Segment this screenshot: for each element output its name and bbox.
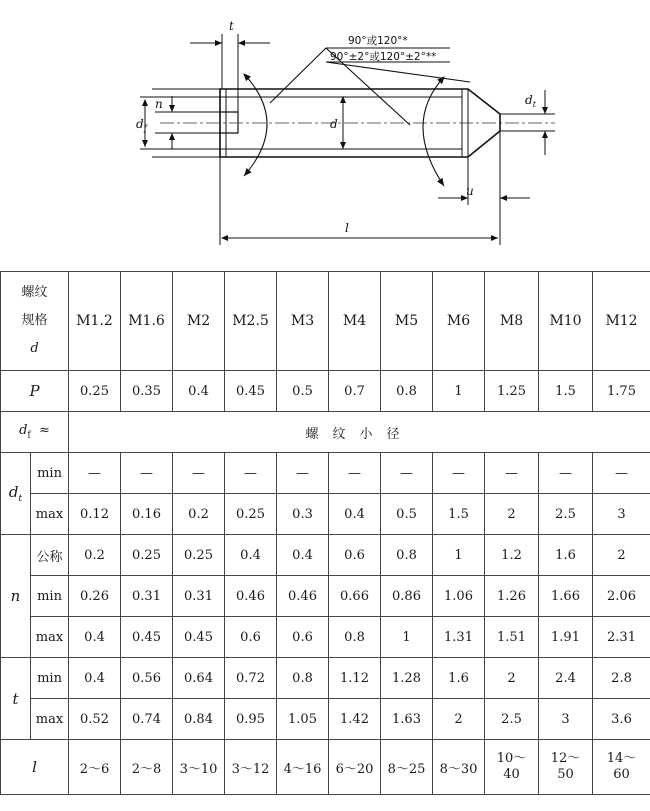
n-nom-cell: 1.2 [485,535,539,576]
dim-t-label: t [229,19,234,33]
t-max-cell: 1.63 [381,699,433,740]
l-cell: 3～12 [225,740,277,795]
dt-max-cell: 1.5 [433,494,485,535]
header-label-line3: d [30,341,39,356]
dt-min-cell: — [485,453,539,494]
dim-dt-label: $d_t$ [525,93,536,109]
l-cell: 8～25 [381,740,433,795]
dim-u-label: u [466,184,474,198]
size-cell: M12 [593,272,650,371]
dt-max-cell: 0.12 [69,494,121,535]
dt-max-cell: 0.3 [277,494,329,535]
size-cell: M2 [173,272,225,371]
n-max-cell: 1.91 [539,617,593,658]
n-max-cell: 1.31 [433,617,485,658]
n-min-cell: 0.86 [381,576,433,617]
dim-d-label: d [330,117,338,131]
t-max-cell: 1.42 [329,699,381,740]
dt-max-cell: 2.5 [539,494,593,535]
screw-drawing [0,0,650,270]
n-min-cell: 0.66 [329,576,381,617]
n-max-cell: 2.31 [593,617,650,658]
row-n-min [1,576,650,617]
angle-arcs [244,48,470,186]
dim-n-label: n [155,97,163,111]
t-min-cell: 0.56 [121,658,173,699]
p-cell: 0.25 [69,371,121,412]
size-cell: M8 [485,272,539,371]
t-min-cell: 1.6 [433,658,485,699]
row-dt-min [1,453,650,494]
n-max-cell: 1.51 [485,617,539,658]
row-p-label: P [1,371,69,412]
n-max-label: max [31,617,69,658]
p-cell: 0.35 [121,371,173,412]
t-min-cell: 0.8 [277,658,329,699]
size-cell: M6 [433,272,485,371]
row-dt-max [1,494,650,535]
dt-min-cell: — [69,453,121,494]
row-p [1,371,650,412]
row-l [1,740,650,795]
t-min-cell: 2.4 [539,658,593,699]
n-min-cell: 1.06 [433,576,485,617]
dt-max-cell: 0.16 [121,494,173,535]
t-max-cell: 3 [539,699,593,740]
n-max-cell: 0.4 [69,617,121,658]
n-min-cell: 2.06 [593,576,650,617]
dt-max-cell: 2 [485,494,539,535]
n-nom-cell: 1 [433,535,485,576]
n-max-cell: 0.6 [277,617,329,658]
p-cell: 0.8 [381,371,433,412]
row-n-max [1,617,650,658]
row-n-nom [1,535,650,576]
n-nom-cell: 1.6 [539,535,593,576]
n-min-cell: 0.46 [225,576,277,617]
n-min-cell: 0.31 [121,576,173,617]
t-max-label: max [31,699,69,740]
t-max-cell: 0.95 [225,699,277,740]
l-cell: 2～8 [121,740,173,795]
header-label-line1: 螺纹 [21,285,48,300]
dt-min-cell: — [173,453,225,494]
size-cell: M1.2 [69,272,121,371]
size-cell: M4 [329,272,381,371]
t-max-cell: 0.52 [69,699,121,740]
l-cell: 6～20 [329,740,381,795]
l-cell: 12～ 50 [539,740,593,795]
row-n-label: n [1,535,31,658]
t-max-cell: 0.84 [173,699,225,740]
row-df [1,412,650,453]
t-max-cell: 0.74 [121,699,173,740]
row-t-min [1,658,650,699]
dt-max-label: max [31,494,69,535]
row-t-label: t [1,658,31,740]
t-min-cell: 1.12 [329,658,381,699]
n-max-cell: 1 [381,617,433,658]
n-nom-cell: 0.6 [329,535,381,576]
l-cell: 14～ 60 [593,740,650,795]
l-cell: 3～10 [173,740,225,795]
n-max-cell: 0.45 [121,617,173,658]
dt-min-cell: — [433,453,485,494]
row-df-label: $d_f$ ≈ [1,412,69,453]
angle-note-2: 90°±2°或120°±2°** [330,51,437,63]
size-cell: M10 [539,272,593,371]
dim-df-label: $d_f$ [136,117,147,133]
t-max-cell: 2.5 [485,699,539,740]
dt-min-label: min [31,453,69,494]
n-max-cell: 0.6 [225,617,277,658]
l-cell: 4～16 [277,740,329,795]
t-max-cell: 2 [433,699,485,740]
p-cell: 0.45 [225,371,277,412]
n-nom-cell: 0.4 [277,535,329,576]
size-cell: M1.6 [121,272,173,371]
row-dt-label: $d_t$ [1,453,31,535]
t-min-cell: 2.8 [593,658,650,699]
n-nom-cell: 0.2 [69,535,121,576]
n-min-cell: 0.46 [277,576,329,617]
spec-table [0,271,650,795]
row-t-max [1,699,650,740]
p-cell: 1.75 [593,371,650,412]
dt-min-cell: — [381,453,433,494]
dt-min-cell: — [593,453,650,494]
l-cell: 10～ 40 [485,740,539,795]
n-nom-cell: 2 [593,535,650,576]
n-nom-cell: 0.8 [381,535,433,576]
dim-l-label: l [345,221,349,235]
n-min-label: min [31,576,69,617]
t-min-cell: 1.28 [381,658,433,699]
n-max-cell: 0.8 [329,617,381,658]
p-cell: 1.25 [485,371,539,412]
dt-min-cell: — [225,453,277,494]
header-label-line2: 规格 [21,313,48,328]
angle-note-1: 90°或120°* [348,35,408,47]
n-nom-cell: 0.25 [121,535,173,576]
n-nom-label: 公称 [31,535,69,576]
size-cell: M5 [381,272,433,371]
dt-min-cell: — [539,453,593,494]
n-nom-cell: 0.25 [173,535,225,576]
p-cell: 1 [433,371,485,412]
dt-max-cell: 0.4 [329,494,381,535]
dt-max-cell: 0.25 [225,494,277,535]
dt-max-cell: 0.2 [173,494,225,535]
n-max-cell: 0.45 [173,617,225,658]
size-cell: M3 [277,272,329,371]
header-row [1,272,650,371]
n-min-cell: 1.26 [485,576,539,617]
t-min-cell: 2 [485,658,539,699]
t-min-cell: 0.64 [173,658,225,699]
dt-min-cell: — [277,453,329,494]
t-min-label: min [31,658,69,699]
n-nom-cell: 0.4 [225,535,277,576]
dt-min-cell: — [329,453,381,494]
row-l-label: l [1,740,69,795]
t-min-cell: 0.72 [225,658,277,699]
l-cell: 8～30 [433,740,485,795]
dimension-lines [140,34,555,245]
p-cell: 0.4 [173,371,225,412]
t-max-cell: 1.05 [277,699,329,740]
dt-max-cell: 0.5 [381,494,433,535]
dt-max-cell: 3 [593,494,650,535]
p-cell: 0.5 [277,371,329,412]
t-min-cell: 0.4 [69,658,121,699]
dt-min-cell: — [121,453,173,494]
t-max-cell: 3.6 [593,699,650,740]
size-cell: M2.5 [225,272,277,371]
n-min-cell: 0.26 [69,576,121,617]
header-label-cell [1,272,69,371]
n-min-cell: 1.66 [539,576,593,617]
df-value: 螺纹小径 [69,412,650,453]
p-cell: 0.7 [329,371,381,412]
n-min-cell: 0.31 [173,576,225,617]
p-cell: 1.5 [539,371,593,412]
l-cell: 2～6 [69,740,121,795]
